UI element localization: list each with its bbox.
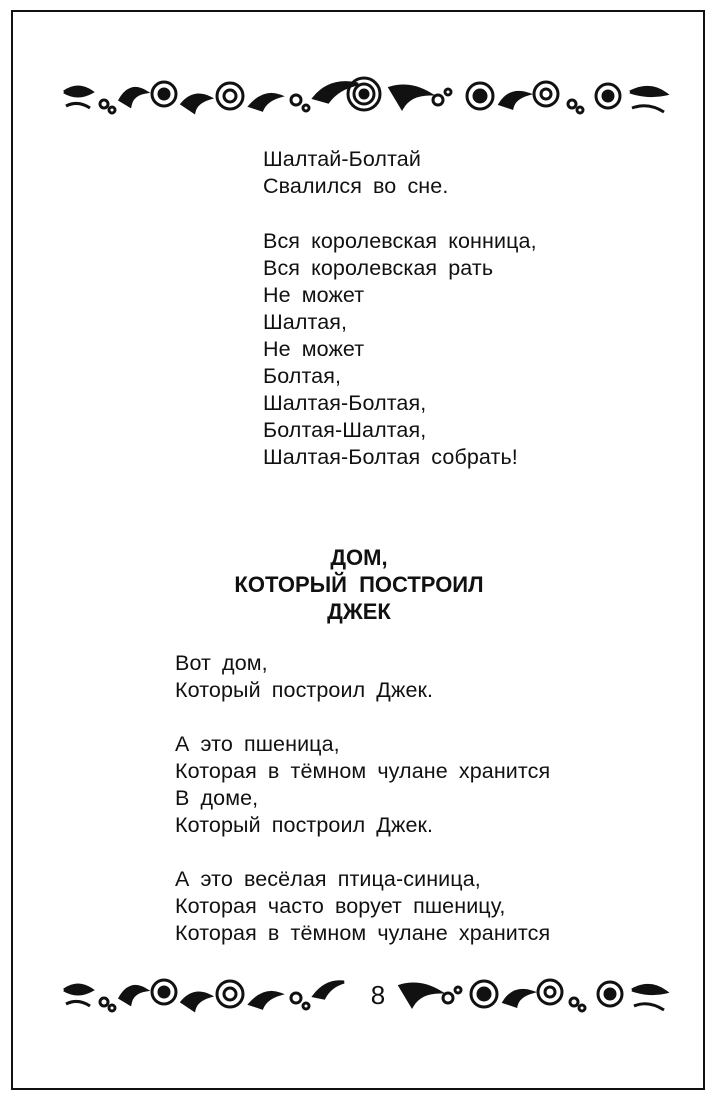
poem-line: Которая в тёмном чулане хранится <box>175 759 551 783</box>
poem-line: Которая в тёмном чулане хранится <box>175 921 551 945</box>
poem-line: Не может <box>263 283 365 307</box>
title-line: ДОМ, <box>330 545 388 570</box>
poem1-stanza-b <box>263 228 537 471</box>
poem-line: В доме, <box>175 786 259 810</box>
poem-line: А это весёлая птица-синица, <box>175 867 481 891</box>
poem-line: Болтая-Шалтая, <box>263 418 427 442</box>
poem-line: Не может <box>263 337 365 361</box>
poem-line: Шалтая-Болтая собрать! <box>263 445 518 469</box>
title-line: ДЖЕК <box>327 599 391 624</box>
top-ornament-border <box>60 70 670 122</box>
poem-line: Вся королевская конница, <box>263 229 537 253</box>
poem-line: Который построил Джек. <box>175 813 434 837</box>
poem2-stanza-b <box>175 731 550 839</box>
poem-line: Шалтай-Болтай <box>263 147 421 171</box>
poem-line: Которая часто ворует пшеницу, <box>175 894 506 918</box>
poem-line: Вот дом, <box>175 651 268 675</box>
poem-line: Шалтая-Болтая, <box>263 391 427 415</box>
poem1-stanza-a <box>263 146 448 200</box>
poem-line: А это пшеница, <box>175 732 340 756</box>
title-line: КОТОРЫЙ ПОСТРОИЛ <box>234 572 484 597</box>
poem2-stanza-a <box>175 650 433 704</box>
poem-line: Свалился во сне. <box>263 174 449 198</box>
poem2-stanza-c <box>175 866 550 947</box>
page-number: 8 <box>370 980 386 1010</box>
poem2-title <box>0 544 718 625</box>
poem-line: Который построил Джек. <box>175 678 434 702</box>
poem-line: Болтая, <box>263 364 342 388</box>
floral-ornament-icon <box>60 70 670 122</box>
poem-line: Шалтая, <box>263 310 348 334</box>
poem-line: Вся королевская рать <box>263 256 494 280</box>
